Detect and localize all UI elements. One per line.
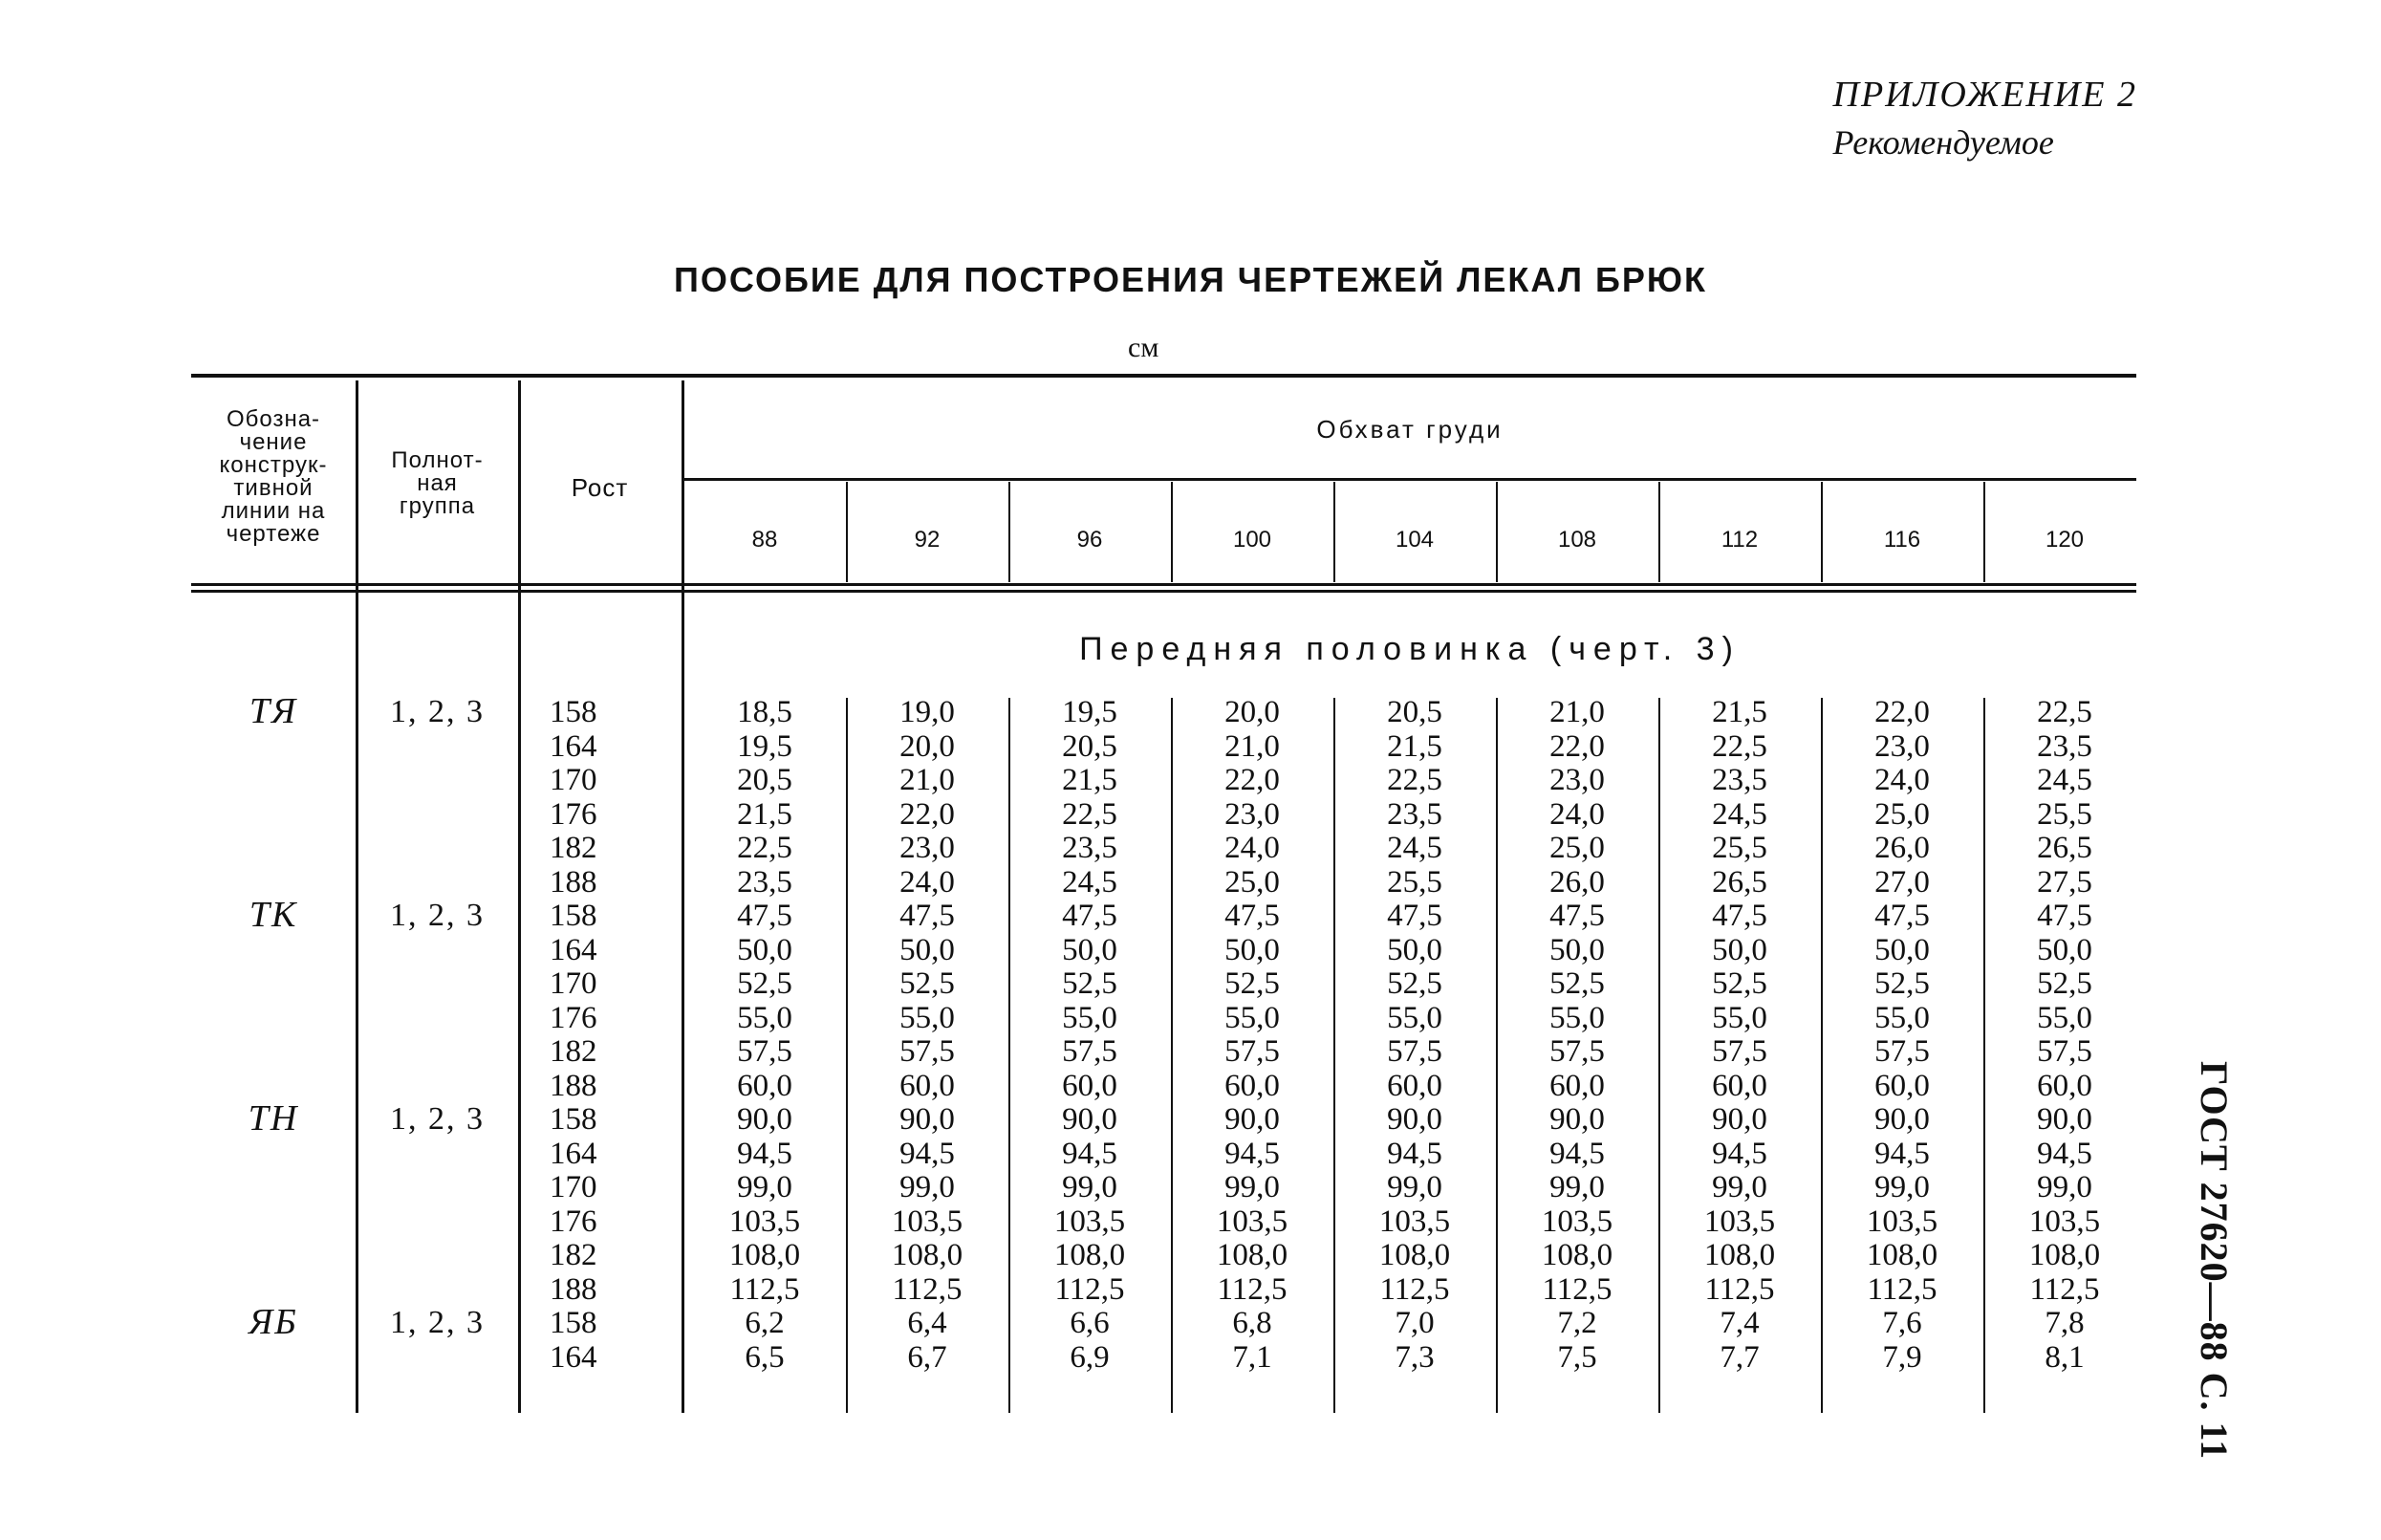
height-cell: 176 bbox=[550, 1000, 597, 1035]
bust-size-header: 92 bbox=[914, 527, 941, 553]
height-cell: 164 bbox=[550, 728, 597, 764]
value-cell: 24,0 bbox=[899, 864, 955, 900]
height-cell: 182 bbox=[550, 831, 597, 865]
bust-col-divider-body bbox=[846, 698, 848, 1413]
height-cell: 164 bbox=[550, 1339, 597, 1375]
value-cell: 22,5 bbox=[737, 831, 792, 865]
value-cell: 103,5 bbox=[1541, 1204, 1613, 1239]
section-title: Передняя половинка (черт. 3) bbox=[1079, 631, 1741, 667]
value-cell: 6,7 bbox=[907, 1339, 947, 1375]
height-cell: 188 bbox=[550, 1271, 597, 1307]
value-cell: 26,0 bbox=[1549, 864, 1605, 900]
value-cell: 24,5 bbox=[1712, 796, 1767, 832]
value-cell: 94,5 bbox=[737, 1136, 792, 1171]
value-cell: 103,5 bbox=[1866, 1204, 1938, 1239]
value-cell: 21,0 bbox=[899, 763, 955, 797]
header-height: Рост bbox=[571, 473, 629, 502]
bust-col-divider-body bbox=[1496, 698, 1498, 1413]
value-cell: 103,5 bbox=[2028, 1204, 2101, 1239]
value-cell: 108,0 bbox=[2028, 1238, 2101, 1272]
value-cell: 25,5 bbox=[1712, 831, 1767, 865]
height-cell: 158 bbox=[550, 1102, 597, 1137]
value-cell: 47,5 bbox=[1224, 899, 1280, 933]
value-cell: 90,0 bbox=[1387, 1102, 1442, 1137]
value-cell: 57,5 bbox=[737, 1034, 792, 1069]
value-cell: 60,0 bbox=[1062, 1068, 1117, 1103]
value-cell: 55,0 bbox=[1224, 1000, 1280, 1035]
value-cell: 108,0 bbox=[728, 1238, 801, 1272]
value-cell: 52,5 bbox=[2037, 966, 2092, 1001]
value-cell: 90,0 bbox=[899, 1102, 955, 1137]
bust-size-header: 112 bbox=[1721, 527, 1759, 553]
value-cell: 22,5 bbox=[1712, 728, 1767, 764]
value-cell: 94,5 bbox=[2037, 1136, 2092, 1171]
value-cell: 7,6 bbox=[1882, 1306, 1922, 1340]
value-cell: 52,5 bbox=[899, 966, 955, 1001]
value-cell: 60,0 bbox=[1549, 1068, 1605, 1103]
value-cell: 25,0 bbox=[1549, 831, 1605, 865]
bust-size-header: 100 bbox=[1232, 527, 1272, 553]
value-cell: 23,5 bbox=[2037, 728, 2092, 764]
value-cell: 47,5 bbox=[1874, 899, 1930, 933]
value-cell: 57,5 bbox=[2037, 1034, 2092, 1069]
value-cell: 112,5 bbox=[1542, 1271, 1613, 1307]
value-cell: 57,5 bbox=[1549, 1034, 1605, 1069]
height-cell: 170 bbox=[550, 1170, 597, 1204]
unit-label: см bbox=[1128, 332, 1159, 363]
value-cell: 6,2 bbox=[745, 1306, 785, 1340]
value-cell: 22,0 bbox=[1549, 728, 1605, 764]
value-cell: 60,0 bbox=[737, 1068, 792, 1103]
appendix-subtitle: Рекомендуемое bbox=[1832, 123, 2054, 162]
value-cell: 6,6 bbox=[1070, 1306, 1110, 1340]
value-cell: 60,0 bbox=[899, 1068, 955, 1103]
value-cell: 50,0 bbox=[1062, 932, 1117, 967]
value-cell: 90,0 bbox=[1062, 1102, 1117, 1137]
value-cell: 90,0 bbox=[1874, 1102, 1930, 1137]
value-cell: 55,0 bbox=[1062, 1000, 1117, 1035]
value-cell: 23,0 bbox=[1874, 728, 1930, 764]
value-cell: 47,5 bbox=[899, 899, 955, 933]
value-cell: 103,5 bbox=[1703, 1204, 1776, 1239]
value-cell: 52,5 bbox=[1712, 966, 1767, 1001]
header-line-designation: Обозна- чение конструк- тивной линии на чертеже bbox=[219, 406, 328, 547]
value-cell: 99,0 bbox=[1549, 1170, 1605, 1204]
value-cell: 23,0 bbox=[899, 831, 955, 865]
value-cell: 60,0 bbox=[1387, 1068, 1442, 1103]
value-cell: 94,5 bbox=[899, 1136, 955, 1171]
value-cell: 94,5 bbox=[1387, 1136, 1442, 1171]
height-cell: 158 bbox=[550, 1306, 597, 1340]
value-cell: 99,0 bbox=[1062, 1170, 1117, 1204]
header-bottom-rule-2 bbox=[191, 590, 2136, 593]
value-cell: 7,0 bbox=[1395, 1306, 1435, 1340]
value-cell: 47,5 bbox=[2037, 899, 2092, 933]
value-cell: 103,5 bbox=[891, 1204, 963, 1239]
value-cell: 57,5 bbox=[1062, 1034, 1117, 1069]
value-cell: 55,0 bbox=[737, 1000, 792, 1035]
value-cell: 90,0 bbox=[2037, 1102, 2092, 1137]
value-cell: 55,0 bbox=[1874, 1000, 1930, 1035]
value-cell: 108,0 bbox=[1703, 1238, 1776, 1272]
value-cell: 7,5 bbox=[1557, 1339, 1597, 1375]
height-cell: 188 bbox=[550, 864, 597, 900]
fullness-group: 1, 2, 3 bbox=[390, 1101, 485, 1137]
page-title: ПОСОБИЕ ДЛЯ ПОСТРОЕНИЯ ЧЕРТЕЖЕЙ ЛЕКАЛ БРЮК bbox=[674, 260, 1707, 299]
value-cell: 103,5 bbox=[1378, 1204, 1451, 1239]
bust-col-divider-body bbox=[1983, 698, 1985, 1413]
bust-size-header: 116 bbox=[1883, 527, 1921, 553]
value-cell: 18,5 bbox=[737, 695, 792, 729]
value-cell: 60,0 bbox=[1224, 1068, 1280, 1103]
value-cell: 25,0 bbox=[1874, 796, 1930, 832]
value-cell: 27,5 bbox=[2037, 864, 2092, 900]
header-fullness-group: Полнот- ная группа bbox=[391, 447, 484, 519]
value-cell: 112,5 bbox=[892, 1271, 963, 1307]
height-cell: 158 bbox=[550, 899, 597, 933]
value-cell: 103,5 bbox=[1053, 1204, 1126, 1239]
value-cell: 94,5 bbox=[1712, 1136, 1767, 1171]
value-cell: 112,5 bbox=[2029, 1271, 2100, 1307]
height-cell: 164 bbox=[550, 1136, 597, 1171]
value-cell: 20,0 bbox=[899, 728, 955, 764]
appendix-title: ПРИЛОЖЕНИЕ 2 bbox=[1832, 75, 2137, 115]
line-code: ТН bbox=[248, 1098, 299, 1139]
value-cell: 94,5 bbox=[1874, 1136, 1930, 1171]
value-cell: 99,0 bbox=[737, 1170, 792, 1204]
col-divider-2 bbox=[518, 380, 521, 1413]
value-cell: 108,0 bbox=[1378, 1238, 1451, 1272]
height-cell: 182 bbox=[550, 1238, 597, 1272]
fullness-group: 1, 2, 3 bbox=[390, 1305, 485, 1340]
value-cell: 55,0 bbox=[1549, 1000, 1605, 1035]
value-cell: 50,0 bbox=[2037, 932, 2092, 967]
value-cell: 25,0 bbox=[1224, 864, 1280, 900]
value-cell: 60,0 bbox=[1874, 1068, 1930, 1103]
value-cell: 19,5 bbox=[737, 728, 792, 764]
col-divider-1 bbox=[356, 380, 358, 1413]
value-cell: 21,5 bbox=[1062, 763, 1117, 797]
value-cell: 24,5 bbox=[1062, 864, 1117, 900]
value-cell: 21,5 bbox=[1387, 728, 1442, 764]
value-cell: 103,5 bbox=[728, 1204, 801, 1239]
value-cell: 22,5 bbox=[2037, 695, 2092, 729]
value-cell: 60,0 bbox=[2037, 1068, 2092, 1103]
value-cell: 50,0 bbox=[1549, 932, 1605, 967]
value-cell: 24,5 bbox=[1387, 831, 1442, 865]
value-cell: 112,5 bbox=[1704, 1271, 1775, 1307]
value-cell: 25,5 bbox=[1387, 864, 1442, 900]
value-cell: 112,5 bbox=[1054, 1271, 1125, 1307]
value-cell: 24,0 bbox=[1549, 796, 1605, 832]
value-cell: 52,5 bbox=[1874, 966, 1930, 1001]
bust-size-header: 120 bbox=[2045, 527, 2085, 553]
value-cell: 6,9 bbox=[1070, 1339, 1110, 1375]
value-cell: 50,0 bbox=[899, 932, 955, 967]
value-cell: 55,0 bbox=[2037, 1000, 2092, 1035]
value-cell: 103,5 bbox=[1216, 1204, 1288, 1239]
height-cell: 158 bbox=[550, 695, 597, 729]
height-cell: 170 bbox=[550, 763, 597, 797]
value-cell: 7,7 bbox=[1720, 1339, 1760, 1375]
value-cell: 57,5 bbox=[1874, 1034, 1930, 1069]
value-cell: 7,1 bbox=[1232, 1339, 1272, 1375]
value-cell: 47,5 bbox=[737, 899, 792, 933]
value-cell: 6,5 bbox=[745, 1339, 785, 1375]
value-cell: 60,0 bbox=[1712, 1068, 1767, 1103]
value-cell: 99,0 bbox=[1874, 1170, 1930, 1204]
standard-page-label: ГОСТ 27620—88 С. 11 bbox=[2193, 1061, 2236, 1461]
value-cell: 108,0 bbox=[1053, 1238, 1126, 1272]
header-bust-girth: Обхват груди bbox=[1316, 415, 1504, 444]
value-cell: 7,3 bbox=[1395, 1339, 1435, 1375]
height-cell: 188 bbox=[550, 1068, 597, 1103]
value-cell: 90,0 bbox=[737, 1102, 792, 1137]
value-cell: 23,5 bbox=[1387, 796, 1442, 832]
bust-size-header: 88 bbox=[751, 527, 778, 553]
bust-col-divider-body bbox=[1658, 698, 1660, 1413]
value-cell: 23,5 bbox=[737, 864, 792, 900]
value-cell: 94,5 bbox=[1062, 1136, 1117, 1171]
value-cell: 99,0 bbox=[1224, 1170, 1280, 1204]
value-cell: 20,0 bbox=[1224, 695, 1280, 729]
value-cell: 52,5 bbox=[1062, 966, 1117, 1001]
value-cell: 21,0 bbox=[1224, 728, 1280, 764]
table-top-rule bbox=[191, 374, 2136, 378]
value-cell: 57,5 bbox=[1387, 1034, 1442, 1069]
value-cell: 7,8 bbox=[2045, 1306, 2085, 1340]
value-cell: 20,5 bbox=[1062, 728, 1117, 764]
value-cell: 52,5 bbox=[1549, 966, 1605, 1001]
value-cell: 22,0 bbox=[1874, 695, 1930, 729]
bust-size-header: 96 bbox=[1076, 527, 1103, 553]
value-cell: 108,0 bbox=[1541, 1238, 1613, 1272]
value-cell: 22,5 bbox=[1062, 796, 1117, 832]
value-cell: 23,0 bbox=[1549, 763, 1605, 797]
line-code: ТЯ bbox=[249, 691, 298, 731]
value-cell: 20,5 bbox=[737, 763, 792, 797]
bust-col-divider-body bbox=[1333, 698, 1335, 1413]
value-cell: 22,0 bbox=[899, 796, 955, 832]
header-bottom-rule-1 bbox=[191, 583, 2136, 586]
fullness-group: 1, 2, 3 bbox=[390, 898, 485, 933]
value-cell: 90,0 bbox=[1224, 1102, 1280, 1137]
value-cell: 90,0 bbox=[1549, 1102, 1605, 1137]
value-cell: 50,0 bbox=[1712, 932, 1767, 967]
value-cell: 26,0 bbox=[1874, 831, 1930, 865]
value-cell: 112,5 bbox=[1379, 1271, 1450, 1307]
value-cell: 26,5 bbox=[1712, 864, 1767, 900]
fullness-group: 1, 2, 3 bbox=[390, 694, 485, 729]
value-cell: 52,5 bbox=[1387, 966, 1442, 1001]
bust-col-divider-body bbox=[1008, 698, 1010, 1413]
value-cell: 24,5 bbox=[2037, 763, 2092, 797]
value-cell: 7,4 bbox=[1720, 1306, 1760, 1340]
value-cell: 22,5 bbox=[1387, 763, 1442, 797]
value-cell: 94,5 bbox=[1224, 1136, 1280, 1171]
line-code: ТК bbox=[249, 895, 298, 935]
value-cell: 50,0 bbox=[1224, 932, 1280, 967]
height-cell: 164 bbox=[550, 932, 597, 967]
height-cell: 176 bbox=[550, 1204, 597, 1239]
bust-size-header: 104 bbox=[1395, 527, 1435, 553]
value-cell: 99,0 bbox=[2037, 1170, 2092, 1204]
value-cell: 55,0 bbox=[1712, 1000, 1767, 1035]
value-cell: 19,5 bbox=[1062, 695, 1117, 729]
value-cell: 24,0 bbox=[1874, 763, 1930, 797]
value-cell: 112,5 bbox=[1867, 1271, 1937, 1307]
value-cell: 24,0 bbox=[1224, 831, 1280, 865]
height-cell: 170 bbox=[550, 966, 597, 1001]
value-cell: 27,0 bbox=[1874, 864, 1930, 900]
value-cell: 55,0 bbox=[899, 1000, 955, 1035]
value-cell: 26,5 bbox=[2037, 831, 2092, 865]
value-cell: 6,8 bbox=[1232, 1306, 1272, 1340]
value-cell: 52,5 bbox=[737, 966, 792, 1001]
value-cell: 21,5 bbox=[1712, 695, 1767, 729]
bust-col-divider-body bbox=[1171, 698, 1173, 1413]
value-cell: 47,5 bbox=[1549, 899, 1605, 933]
value-cell: 6,4 bbox=[907, 1306, 947, 1340]
value-cell: 50,0 bbox=[1874, 932, 1930, 967]
value-cell: 50,0 bbox=[737, 932, 792, 967]
value-cell: 90,0 bbox=[1712, 1102, 1767, 1137]
value-cell: 23,5 bbox=[1712, 763, 1767, 797]
bust-col-divider-body bbox=[1821, 698, 1823, 1413]
value-cell: 108,0 bbox=[1866, 1238, 1938, 1272]
value-cell: 25,5 bbox=[2037, 796, 2092, 832]
appendix-block bbox=[1833, 71, 2137, 166]
value-cell: 20,5 bbox=[1387, 695, 1442, 729]
value-cell: 7,2 bbox=[1557, 1306, 1597, 1340]
value-cell: 23,5 bbox=[1062, 831, 1117, 865]
bust-header-rule bbox=[683, 478, 2136, 481]
value-cell: 22,0 bbox=[1224, 763, 1280, 797]
value-cell: 47,5 bbox=[1712, 899, 1767, 933]
value-cell: 47,5 bbox=[1387, 899, 1442, 933]
value-cell: 8,1 bbox=[2045, 1339, 2085, 1375]
value-cell: 112,5 bbox=[729, 1271, 800, 1307]
value-cell: 99,0 bbox=[899, 1170, 955, 1204]
value-cell: 57,5 bbox=[899, 1034, 955, 1069]
height-cell: 176 bbox=[550, 796, 597, 832]
value-cell: 57,5 bbox=[1712, 1034, 1767, 1069]
value-cell: 57,5 bbox=[1224, 1034, 1280, 1069]
value-cell: 99,0 bbox=[1387, 1170, 1442, 1204]
value-cell: 23,0 bbox=[1224, 796, 1280, 832]
value-cell: 55,0 bbox=[1387, 1000, 1442, 1035]
line-code: ЯБ bbox=[249, 1302, 298, 1342]
value-cell: 19,0 bbox=[899, 695, 955, 729]
value-cell: 94,5 bbox=[1549, 1136, 1605, 1171]
bust-size-header: 108 bbox=[1557, 527, 1597, 553]
value-cell: 21,0 bbox=[1549, 695, 1605, 729]
height-cell: 182 bbox=[550, 1034, 597, 1069]
value-cell: 52,5 bbox=[1224, 966, 1280, 1001]
value-cell: 21,5 bbox=[737, 796, 792, 832]
value-cell: 112,5 bbox=[1217, 1271, 1288, 1307]
value-cell: 108,0 bbox=[891, 1238, 963, 1272]
value-cell: 99,0 bbox=[1712, 1170, 1767, 1204]
value-cell: 50,0 bbox=[1387, 932, 1442, 967]
value-cell: 7,9 bbox=[1882, 1339, 1922, 1375]
value-cell: 47,5 bbox=[1062, 899, 1117, 933]
value-cell: 108,0 bbox=[1216, 1238, 1288, 1272]
